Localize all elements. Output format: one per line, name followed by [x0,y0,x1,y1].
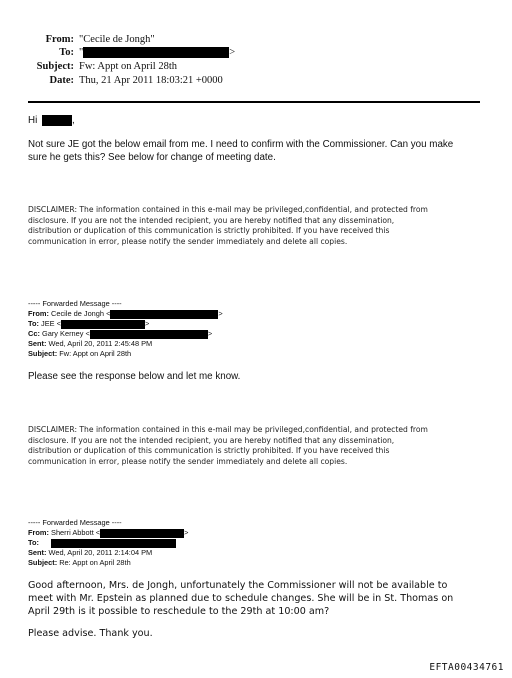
forward-subject [28,349,131,359]
forward-to-suffix: > [144,319,150,328]
forward-cc [28,329,212,339]
forward-cc-suffix: > [207,329,213,338]
to-label: To: [59,47,74,58]
redaction-block [90,330,208,339]
forward-subject [28,558,131,568]
forward-subject-label: Subject: [28,558,58,567]
forward-subject-value: Fw: Appt on April 28th [59,349,132,358]
disclaimer-line: communication in error, please notify the sender immediately and delete all copies. [28,457,348,466]
forward-from-value: Sherri Abbott < [51,528,101,537]
forward-from-value: Cecile de Jongh < [51,309,111,318]
message-line: Please see the response below and let me know. [28,371,241,382]
redaction-block [42,115,72,126]
forward-subject-value: Re: Appt on April 28th [59,558,131,567]
subject-value: Fw: Appt on April 28th [79,61,178,72]
forward-from-label: From: [28,528,49,537]
disclaimer-line: communication in error, please notify the sender immediately and delete all copies. [28,237,348,246]
message-line: April 29th is it possible to reschedule to the 29th at 10:00 am? [28,606,330,617]
disclaimer-line: distribution or duplication of this communication is strictly prohibited. If you have received this [28,446,390,455]
message-line: meet with Mr. Epstein as planned due to schedule changes. She will be in St. Thomas on [28,593,454,604]
greeting-hi: Hi [28,115,38,126]
forward-to-value: JEE < [41,319,61,328]
forward-sent-value: Wed, April 20, 2011 2:14:04 PM [48,548,153,557]
message-line: sure he gets this? See below for change of meeting date. [28,152,276,163]
date-label: Date: [49,75,74,86]
disclaimer-line: DISCLAIMER: The information contained in this e-mail may be privileged,confidential, and protected from [28,205,428,214]
forward-sent-value: Wed, April 20, 2011 2:45:48 PM [48,339,153,348]
message-line: Please advise. Thank you. [28,628,153,639]
forward-from-suffix: > [218,309,223,318]
forward-sent-label: Sent: [28,339,47,348]
forward-sent [28,548,152,558]
document-id: EFTA00434761 [429,662,504,673]
forward-cc-label: Cc: [28,329,40,338]
redaction-block [100,529,184,538]
forward-banner: ----- Forwarded Message ---- [28,299,122,308]
disclaimer-line: disclosure. If you are not the intended recipient, you are hereby notified that any dissemination, [28,436,395,445]
disclaimer-line: distribution or duplication of this communication is strictly prohibited. If you have received this [28,226,390,235]
greeting [28,114,75,127]
forward-banner: ----- Forwarded Message ---- [28,518,122,527]
redaction-block [83,47,229,58]
redaction-block [51,539,176,548]
subject-label: Subject: [36,61,74,72]
forward-subject-label: Subject: [28,349,58,358]
from-value: "Cecile de Jongh" [79,34,155,45]
forward-from-label: From: [28,309,49,318]
forward-to-label: To: [28,538,39,547]
to-suffix: > [229,47,236,58]
disclaimer-line: DISCLAIMER: The information contained in this e-mail may be privileged,confidential, and protected from [28,425,428,434]
forward-cc-value: Gary Kerney < [41,329,90,338]
header-divider [28,101,480,103]
forward-to-label: To: [28,319,39,328]
forward-from [28,528,188,538]
forward-sent [28,339,152,349]
from-label: From: [45,34,74,45]
forward-from [28,309,223,319]
forward-to [28,538,176,548]
redaction-block [61,320,145,329]
message-line: Good afternoon, Mrs. de Jongh, unfortunately the Commissioner will not be available to [28,580,448,591]
disclaimer-line: disclosure. If you are not the intended recipient, you are hereby notified that any dissemination, [28,216,395,225]
forward-sent-label: Sent: [28,548,47,557]
redaction-block [110,310,218,319]
message-line: Not sure JE got the below email from me. I need to confirm with the Commissioner. Can you make [28,139,454,150]
to-prefix: " [79,47,84,58]
to-value [79,47,235,58]
forward-from-suffix: > [184,528,189,537]
greeting-comma: , [72,115,75,126]
date-value: Thu, 21 Apr 2011 18:03:21 +0000 [79,75,223,86]
forward-to [28,319,149,329]
